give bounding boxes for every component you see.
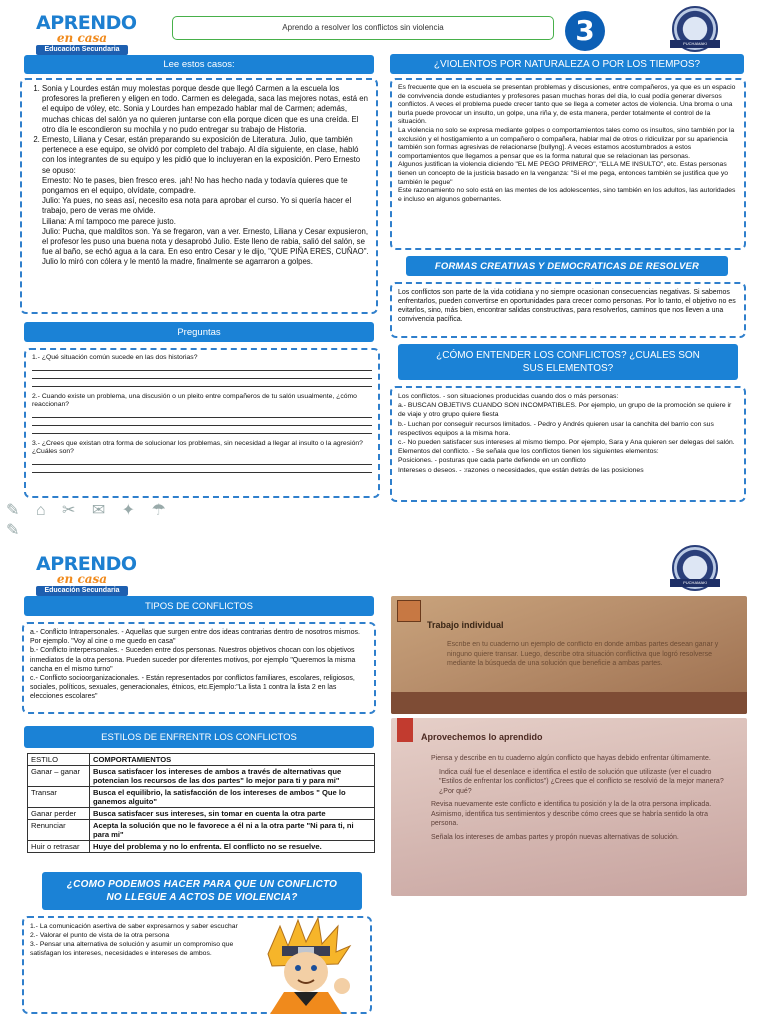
violencia-box: 1.- La comunicación asertiva de saber expresarnos y saber escuchar 2.- Valorar el punto de vista de la otra persona 3.- Pensar una alternativa de solución y asumir un compromiso que satisfagan los intereses, necesidades e intereses de ambos. bbox=[22, 916, 372, 1014]
cases-list bbox=[28, 84, 370, 268]
answer-line[interactable] bbox=[32, 379, 372, 387]
tipos-header: TIPOS DE CONFLICTOS bbox=[24, 596, 374, 616]
questions-header: Preguntas bbox=[24, 322, 374, 342]
aprendo-en-casa-logo: APRENDO en casa Educación Secundaria bbox=[36, 553, 137, 594]
answer-line[interactable] bbox=[32, 457, 372, 465]
estilos-table-wrap bbox=[27, 753, 375, 865]
violencia-header: ¿COMO PODEMOS HACER PARA QUE UN CONFLICTO NO LLEGUE A ACTOS DE VIOLENCIA? bbox=[42, 872, 362, 910]
dialogue-line: Julio: Ya pues, no seas así, necesito esa nota para aprobar el curso. Yo si quería hacer el trabajo, pero de veras me olvide. bbox=[42, 196, 352, 216]
textbook-photo-trabajo-individual: Trabajo individual Escribe en tu cuaderno un ejemplo de conflicto en donde ambas partes desean ganar y ninguno quiere transar. Luego, describe otra situación conflictiva que logró resolverse mediante la búsqueda de una solución que beneficie a ambas partes. bbox=[391, 596, 747, 714]
estilos-header: ESTILOS DE ENFRENTR LOS CONFLICTOS bbox=[24, 726, 374, 748]
answer-line[interactable] bbox=[32, 426, 372, 434]
entender-box: Los conflictos. - son situaciones producidas cuando dos o más personas: a.- BUSCAN OBJETIVS CUANDO SON INCOMPATIBLES. Por ejemplo, un grupo de la promoción se quiere ir de viaje y otro grupo quiere fiesta b.- Luchan por conseguir recursos limitados. - Pedro y Andrés quieren usar la canchita del barrio con sus respectivos equipos a la misma hora. c.- No pueden satisfacer sus intereses al mismo tiempo. Por ejemplo, Sara y Ana quieren ser delegas del salón. Elementos del conflicto. - Se señala que los conflictos tienen los siguientes elementos: Posiciones. - posturas que cada parte defiende en un conflicto Intereses o deseos. - :razones o necesidades, que están detrás de las posiciones bbox=[390, 386, 746, 502]
answer-line[interactable] bbox=[32, 410, 372, 418]
answer-line[interactable] bbox=[32, 418, 372, 426]
textbook-photo-aprovechemos: Aprovechemos lo aprendido Piensa y describe en tu cuaderno algún conflicto que hayas debido enfrentar últimamente. Indica cuál fue el desenlace e identifica el estilo de solución que utilizaste (ver el cuadro "Estilos de enfrentar los conflictos") ¿Crees que el conflicto se resolvió de la mejor manera? ¿Por qué? Revisa nuevamente este conflicto e identifica tu posición y la de la otra persona implicada. Asimismo, identifica tus sentimientos y describe cómo crees que se habría sentido la otra persona. Señala los intereses de ambas partes y propón nuevas alternativas de solución. bbox=[391, 718, 747, 896]
dialogue-line: Liliana: A mí tampoco me parece justo. bbox=[42, 216, 176, 226]
case-item: 2. Ernesto, Liliana y Cesar, están preparando su exposición de Literatura. Julio, que también pertenece a ese equipo, se olvidó por completo del trabajo. Al día siguiente, en clase, habló con los integrantes de su equipo y les pidió que lo incluyeran en la exposición. Pero Ernesto se opuso: Ernesto: No te pases, bien fresco eres. ¡ah! No has hecho nada y todavía quieres que te pongamos en el equipo, olvídate, compadre. Julio: Ya pues, no seas así, necesito esa nota para aprobar el curso. Yo si quería hacer el trabajo, pero de veras me olvide. Liliana: A mí tampoco me parece justo. Julio: Pucha, que malditos son. Ya se fregaron, van a ver. Ernesto, Liliana y Cesar expusieron, el profesor les puso una buena nota y desaprobó Julio. Este lleno de rabia, salió del salón, se fue al baño, se echó agua a la cara. En eso entro Cesar y le dijo, "QUE PIÑA ERES, CUÑAO". Julio lo miró con cólera y le mentó la madre, finalmente se agarraron a golpes. bbox=[42, 135, 370, 268]
question: 1.- ¿Qué situación común sucede en las dos historias? bbox=[32, 354, 198, 361]
table-header: ESTILO bbox=[28, 754, 90, 766]
questions-box bbox=[24, 348, 380, 498]
table-header: COMPORTAMIENTOS bbox=[90, 754, 375, 766]
dialogue-line: Ernesto: No te pases, bien fresco eres. ¡ah! No has hecho nada y todavía quieres que te pongamos en el equipo, olvídate, compadre. bbox=[42, 175, 348, 196]
page-title: Aprendo a resolver los conflictos sin violencia bbox=[172, 16, 554, 40]
session-number-badge: 3 bbox=[565, 11, 605, 51]
question: 3.- ¿Crees que existan otra forma de solucionar los problemas, sin necesidad a llegar al insulto o la agresión? ¿Cuáles son? bbox=[32, 439, 363, 455]
tipos-box: a.- Conflicto Intrapersonales. - Aquellas que surgen entre dos ideas contrarias dentro de nosotros mismos. Por ejemplo. "Voy al cine o me quedo en casa" b.- Conflicto interpersonales. - Suceden entre dos personas. Nuestros objetivos chocan con los objetivos inmediatos de la otra persona. Pueden suceder por diferentes motivos, por ejemplo "Queremos la misma cancha en el mismo turno" c.- Conflicto socioorganizacionales. - Están representados por conflictos familiares, escolares, religiosos, sociales, políticos, sexuales, generacionales, étnicos, etc.Ejemplo:"La lista 1 contra la lista 2 en las elecciones escolares" bbox=[22, 622, 376, 714]
cartoon-character-illustration bbox=[258, 916, 354, 1014]
table-row: Transar Busca el equilibrio, la satisfacción de los intereses de ambos " Que lo ganemos alguito" bbox=[28, 787, 375, 808]
table-row: Renunciar Acepta la solución que no le favorece a él ni a la otra parte "Ni para ti, ni para mi" bbox=[28, 820, 375, 841]
entender-header: ¿CÓMO ENTENDER LOS CONFLICTOS? ¿CUALES SON SUS ELEMENTOS? bbox=[398, 344, 738, 380]
school-seal-icon: PUCHAMAKI bbox=[672, 6, 718, 52]
answer-line[interactable] bbox=[32, 465, 372, 473]
answer-line[interactable] bbox=[32, 363, 372, 371]
aprendo-en-casa-logo: APRENDO en casa Educación Secundaria bbox=[36, 12, 137, 53]
answer-line[interactable] bbox=[32, 371, 372, 379]
school-doodles-icon: ✎ ⌂ ✂ ✉ ✦ ☂ ✎ bbox=[6, 502, 172, 539]
violentos-header: ¿VIOLENTOS POR NATURALEZA O POR LOS TIEMPOS? bbox=[390, 54, 744, 74]
cases-box bbox=[20, 78, 378, 314]
table-row: Huir o retrasar Huye del problema y no lo enfrenta. El conflicto no se resuelve. bbox=[28, 841, 375, 853]
table-row: Ganar – ganar Busca satisfacer los intereses de ambos a través de alternativas que potencian los recursos de las dos partes" lo mejor para ti y para mi" bbox=[28, 766, 375, 787]
violentos-box: Es frecuente que en la escuela se presentan problemas y discusiones, entre compañeros, ya que es un espacio de convivencia donde estudiantes y profesores pasan muchas horas del día, lo cual podía generar diversos conflictos. A veces el problema puede crecer tanto que se llega a cometer actos de violencia. Una broma o una burla puede provocar un insulto, un golpe, una riña y, de esta manera, perder totalmente el control de la situación. La violencia no solo se expresa mediante golpes o comportamientos tales como os insultos, sino también por la exclusión y el hostigamiento a un compañero o compañera, hablar mal de otros o ridiculizar por su apariencia también son formas agresivas de relacionarse [bullyng]. A veces estamos acostumbrados a estos comportamientos que llegamos a pensar que es la forma natural que se relacionan las personas. Algunos justifican la violencia diciendo "EL ME PEGO PRIMERO", "ELLA ME INSULTO", etc. Estas personas tienen un concepto de la justicia basado en la venganza: "Si el me pega, entonces también se justifica que yo también le pegue" Este razonamiento no solo está en las mentes de los adolescentes, sino también en los adultos, las autoridades e incluso en algunos gobernantes. bbox=[390, 78, 746, 250]
school-seal-icon: PUCHAMAKI bbox=[672, 545, 718, 591]
case-item: 1. Sonia y Lourdes están muy molestas porque desde que llegó Carmen a la escuela los profesores la prefieren y eligen en todo. Carmen es delegada, saca las mejores notas, está en el equipo de vóley, etc. Sonia y Lourdes han empezado hablar mal de Carmen; además, muchas chicas del salón ya no quieren juntarse con ella porque dicen que es una creída. El otro día le escondieron su mochila y no pudo entregar su trabajo de Historia. bbox=[42, 84, 370, 135]
formas-box: Los conflictos son parte de la vida cotidiana y no siempre ocasionan consecuencias negativas. Si sabemos enfrentarlos, pueden convertirse en oportunidades para crecer como personas. Por lo tanto, el objetivo no es evitarlos, sino, más bien, encontrar salidas constructivas, para resolverlos, caminos que nos lleven a una convivencia pacífica. bbox=[390, 282, 746, 338]
estilos-table bbox=[27, 753, 375, 853]
table-row: Ganar perder Busca satisfacer sus intereses, sin tomar en cuenta la otra parte bbox=[28, 808, 375, 820]
question: 2.- Cuando existe un problema, una discusión o un pleito entre compañeros de tu salón usualmente, ¿cómo reaccionan? bbox=[32, 392, 357, 408]
cases-header: Lee estos casos: bbox=[24, 55, 374, 74]
dialogue-line: Julio: Pucha, que malditos son. Ya se fregaron, van a ver. Ernesto, Liliana y Cesar expusieron, el profesor les puso una buena nota y desaprobó Julio. Este lleno de rabia, salió del salón, se fue al baño, se echó agua a la cara. En eso entro Cesar y le dijo, "QUE PIÑA ERES, CUÑAO". Julio lo miró con cólera y le mentó la madre, finalmente se agarraron a golpes. bbox=[42, 226, 369, 267]
formas-header: FORMAS CREATIVAS Y DEMOCRATICAS DE RESOLVER bbox=[406, 256, 728, 276]
